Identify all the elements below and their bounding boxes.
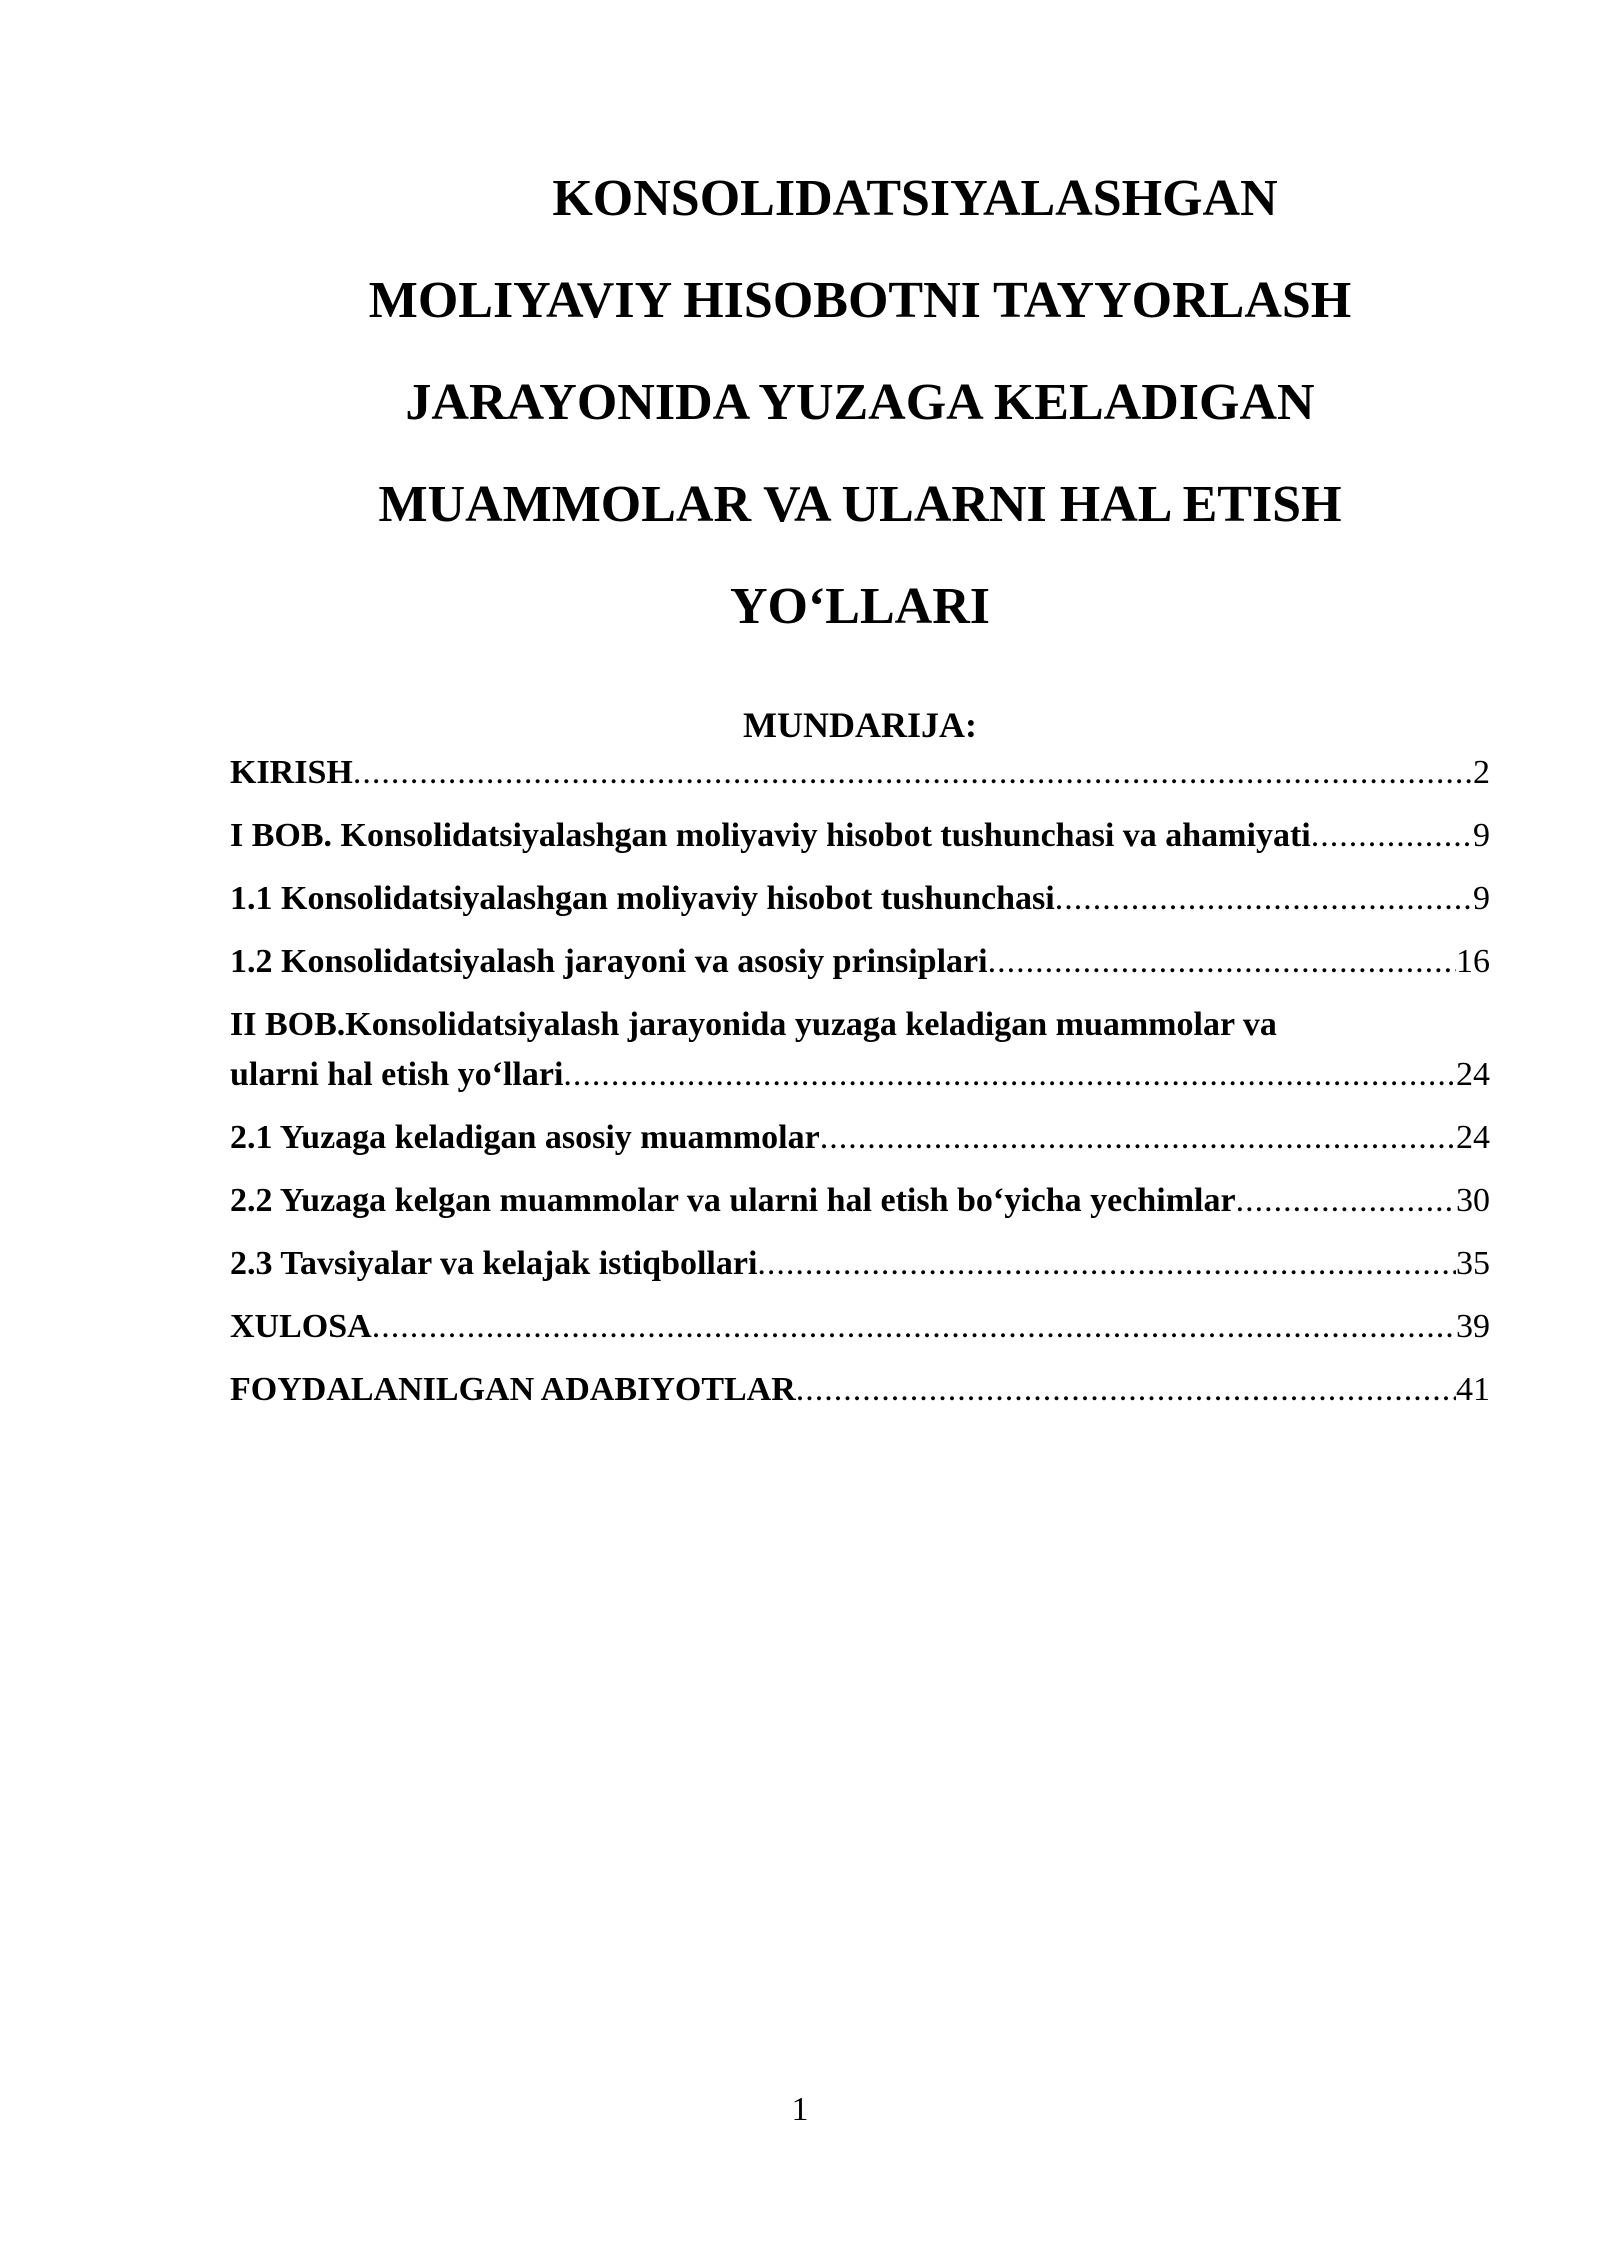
- toc-entry-title: KIRISH: [230, 754, 353, 791]
- toc-dot-leader: [757, 1239, 1456, 1289]
- toc-entry-xulosa[interactable]: [230, 1302, 1490, 1352]
- title-line: KONSOLIDATSIYALASHGAN: [552, 170, 1278, 227]
- toc-entry-title: I BOB. Konsolidatsiyalashgan moliyaviy hisobot tushunchasi va ahamiyati: [230, 817, 1311, 854]
- toc-page-number: 39: [1456, 1308, 1490, 1345]
- toc-page-number: 24: [1456, 1119, 1490, 1156]
- toc-entry-chapter-1[interactable]: [230, 811, 1490, 861]
- toc-entry-kirish[interactable]: [230, 748, 1490, 798]
- toc-entry-section-2-2[interactable]: [230, 1176, 1490, 1226]
- toc-dot-leader: [796, 1365, 1456, 1415]
- toc-entry-title: 2.3 Tavsiyalar va kelajak istiqbollari: [230, 1245, 758, 1282]
- toc-dot-leader: [353, 748, 1473, 798]
- toc-page-number: 30: [1456, 1182, 1490, 1219]
- toc-page-number: 9: [1473, 817, 1490, 854]
- toc-entry-title: 2.2 Yuzaga kelgan muammolar va ularni hal etish bo‘yicha yechimlar: [230, 1182, 1236, 1219]
- toc-entry-chapter-2[interactable]: [230, 1000, 1490, 1100]
- toc-page-number: 24: [1456, 1056, 1490, 1093]
- toc-entry-section-1-2[interactable]: [230, 937, 1490, 987]
- toc-dot-leader: [1236, 1176, 1456, 1226]
- title-line: MOLIYAVIY HISOBOTNI TAYYORLASH: [368, 272, 1352, 329]
- toc-heading: MUNDARIJA:: [743, 705, 977, 745]
- table-of-contents: [230, 748, 1490, 1428]
- toc-page-number: 2: [1473, 754, 1490, 791]
- toc-dot-leader: [820, 1113, 1456, 1163]
- toc-entry-section-2-1[interactable]: [230, 1113, 1490, 1163]
- toc-entry-section-1-1[interactable]: [230, 874, 1490, 924]
- title-line: MUAMMOLAR VA ULARNI HAL ETISH: [378, 476, 1342, 533]
- document-title: [230, 148, 1490, 658]
- toc-page-number: 9: [1473, 880, 1490, 917]
- title-line: YO‘LLARI: [729, 578, 991, 635]
- toc-entry-title: 2.1 Yuzaga keladigan asosiy muammolar: [230, 1119, 820, 1156]
- toc-entry-section-2-3[interactable]: [230, 1239, 1490, 1289]
- toc-page-number: 35: [1456, 1245, 1490, 1282]
- toc-entry-title: 1.2 Konsolidatsiyalash jarayoni va asosiy prinsiplari: [230, 943, 988, 980]
- toc-dot-leader: [563, 1050, 1456, 1100]
- toc-entry-title: FOYDALANILGAN ADABIYOTLAR: [230, 1371, 796, 1408]
- title-line: JARAYONIDA YUZAGA KELADIGAN: [405, 374, 1315, 431]
- toc-dot-leader: [372, 1302, 1456, 1352]
- toc-entry-title-first-line: II BOB.Konsolidatsiyalash jarayonida yuzaga keladigan muammolar va: [230, 1006, 1277, 1043]
- toc-entry-adabiyotlar[interactable]: [230, 1365, 1490, 1415]
- toc-dot-leader: [1055, 874, 1473, 924]
- toc-page-number: 41: [1456, 1371, 1490, 1408]
- page-number: 1: [791, 2091, 809, 2128]
- toc-entry-title: ularni hal etish yo‘llari: [230, 1056, 564, 1093]
- toc-entry-title: 1.1 Konsolidatsiyalashgan moliyaviy hisobot tushunchasi: [230, 880, 1055, 917]
- toc-dot-leader: [1311, 811, 1473, 861]
- toc-dot-leader: [988, 937, 1456, 987]
- toc-entry-title: XULOSA: [230, 1308, 372, 1345]
- toc-page-number: 16: [1456, 943, 1490, 980]
